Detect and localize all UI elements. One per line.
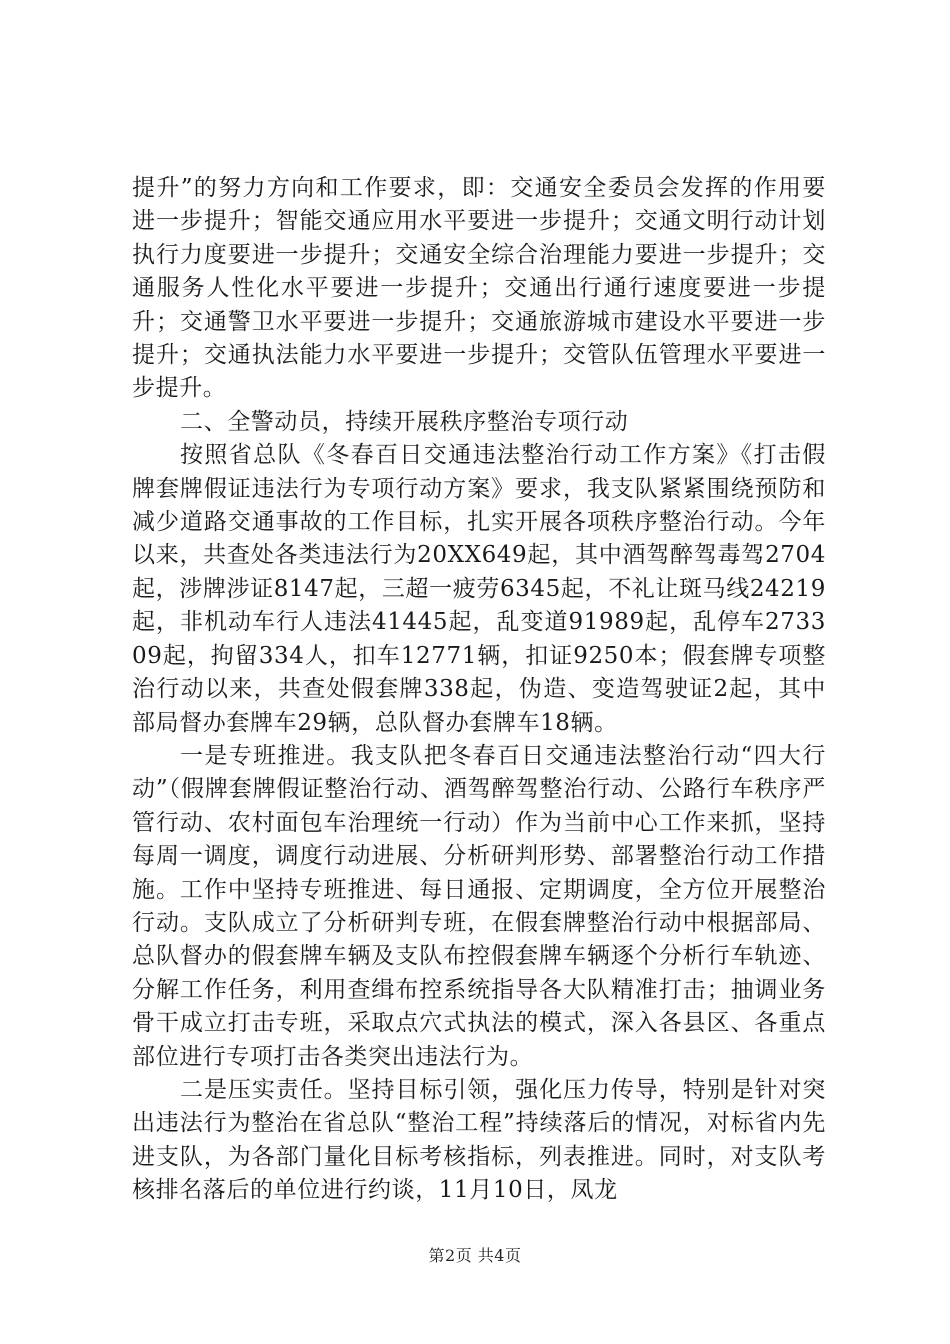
paragraph-responsibility: 二是压实责任。坚持目标引领，强化压力传导，特别是针对突出违法行为整治在省总队“整治工程”持续落后的情况，对标省内先进支队，为各部门量化目标考核指标，列表推进。同时，对支队考核排名落后的单位进行约谈，11月10日，凤龙 [132, 1076, 826, 1204]
paragraph-requirements: 提升”的努力方向和工作要求，即：交通安全委员会发挥的作用要进一步提升；智能交通应用水平要进一步提升；交通文明行动计划执行力度要进一步提升；交通安全综合治理能力要进一步提升；交通服务人性化水平要进一步提升；交通出行通行速度要进一步提升；交通警卫水平要进一步提升；交通旅游城市建设水平要进一步提升；交通执法能力水平要进一步提升；交管队伍管理水平要进一步提升。 [132, 175, 826, 402]
paragraph-special-task-force: 一是专班推进。我支队把冬春百日交通违法整治行动“四大行动”（假牌套牌假证整治行动、酒驾醉驾整治行动、公路行车秩序严管行动、农村面包车治理统一行动）作为当前中心工作来抓，坚持每周一调度，调度行动进展、分析研判形势、部署整治行动工作措施。工作中坚持专班推进、每日通报、定期调度，全方位开展整治行动。支队成立了分析研判专班，在假套牌整治行动中根据部局、总队督办的假套牌车辆及支队布控假套牌车辆逐个分析行车轨迹、分解工作任务，利用查缉布控系统指导各大队精准打击；抽调业务骨干成立打击专班，采取点穴式执法的模式，深入各县区、各重点部位进行专项打击各类突出违法行为。 [132, 742, 826, 1070]
section-heading: 二、全警动员，持续开展秩序整治专项行动 [180, 408, 629, 435]
page-footer: 第2页 共4页 [428, 1246, 522, 1265]
paragraph-enforcement-stats: 按照省总队《冬春百日交通违法整治行动工作方案》《打击假牌套牌假证违法行为专项行动方案》要求，我支队紧紧围绕预防和减少道路交通事故的工作目标，扎实开展各项秩序整治行动。今年以来，共查处各类违法行为20XX649起，其中酒驾醉驾毒驾2704起，涉牌涉证8147起，三超一疲劳6345起，不礼让斑马线24219起，非机动车行人违法41445起，乱变道91989起，乱停车273309起，拘留334人，扣车12771辆，扣证9250本；假套牌专项整治行动以来，共查处假套牌338起，伪造、变造驾驶证2起，其中部局督办套牌车29辆，总队督办套牌车18辆。 [132, 442, 826, 736]
document-body [132, 172, 826, 1208]
